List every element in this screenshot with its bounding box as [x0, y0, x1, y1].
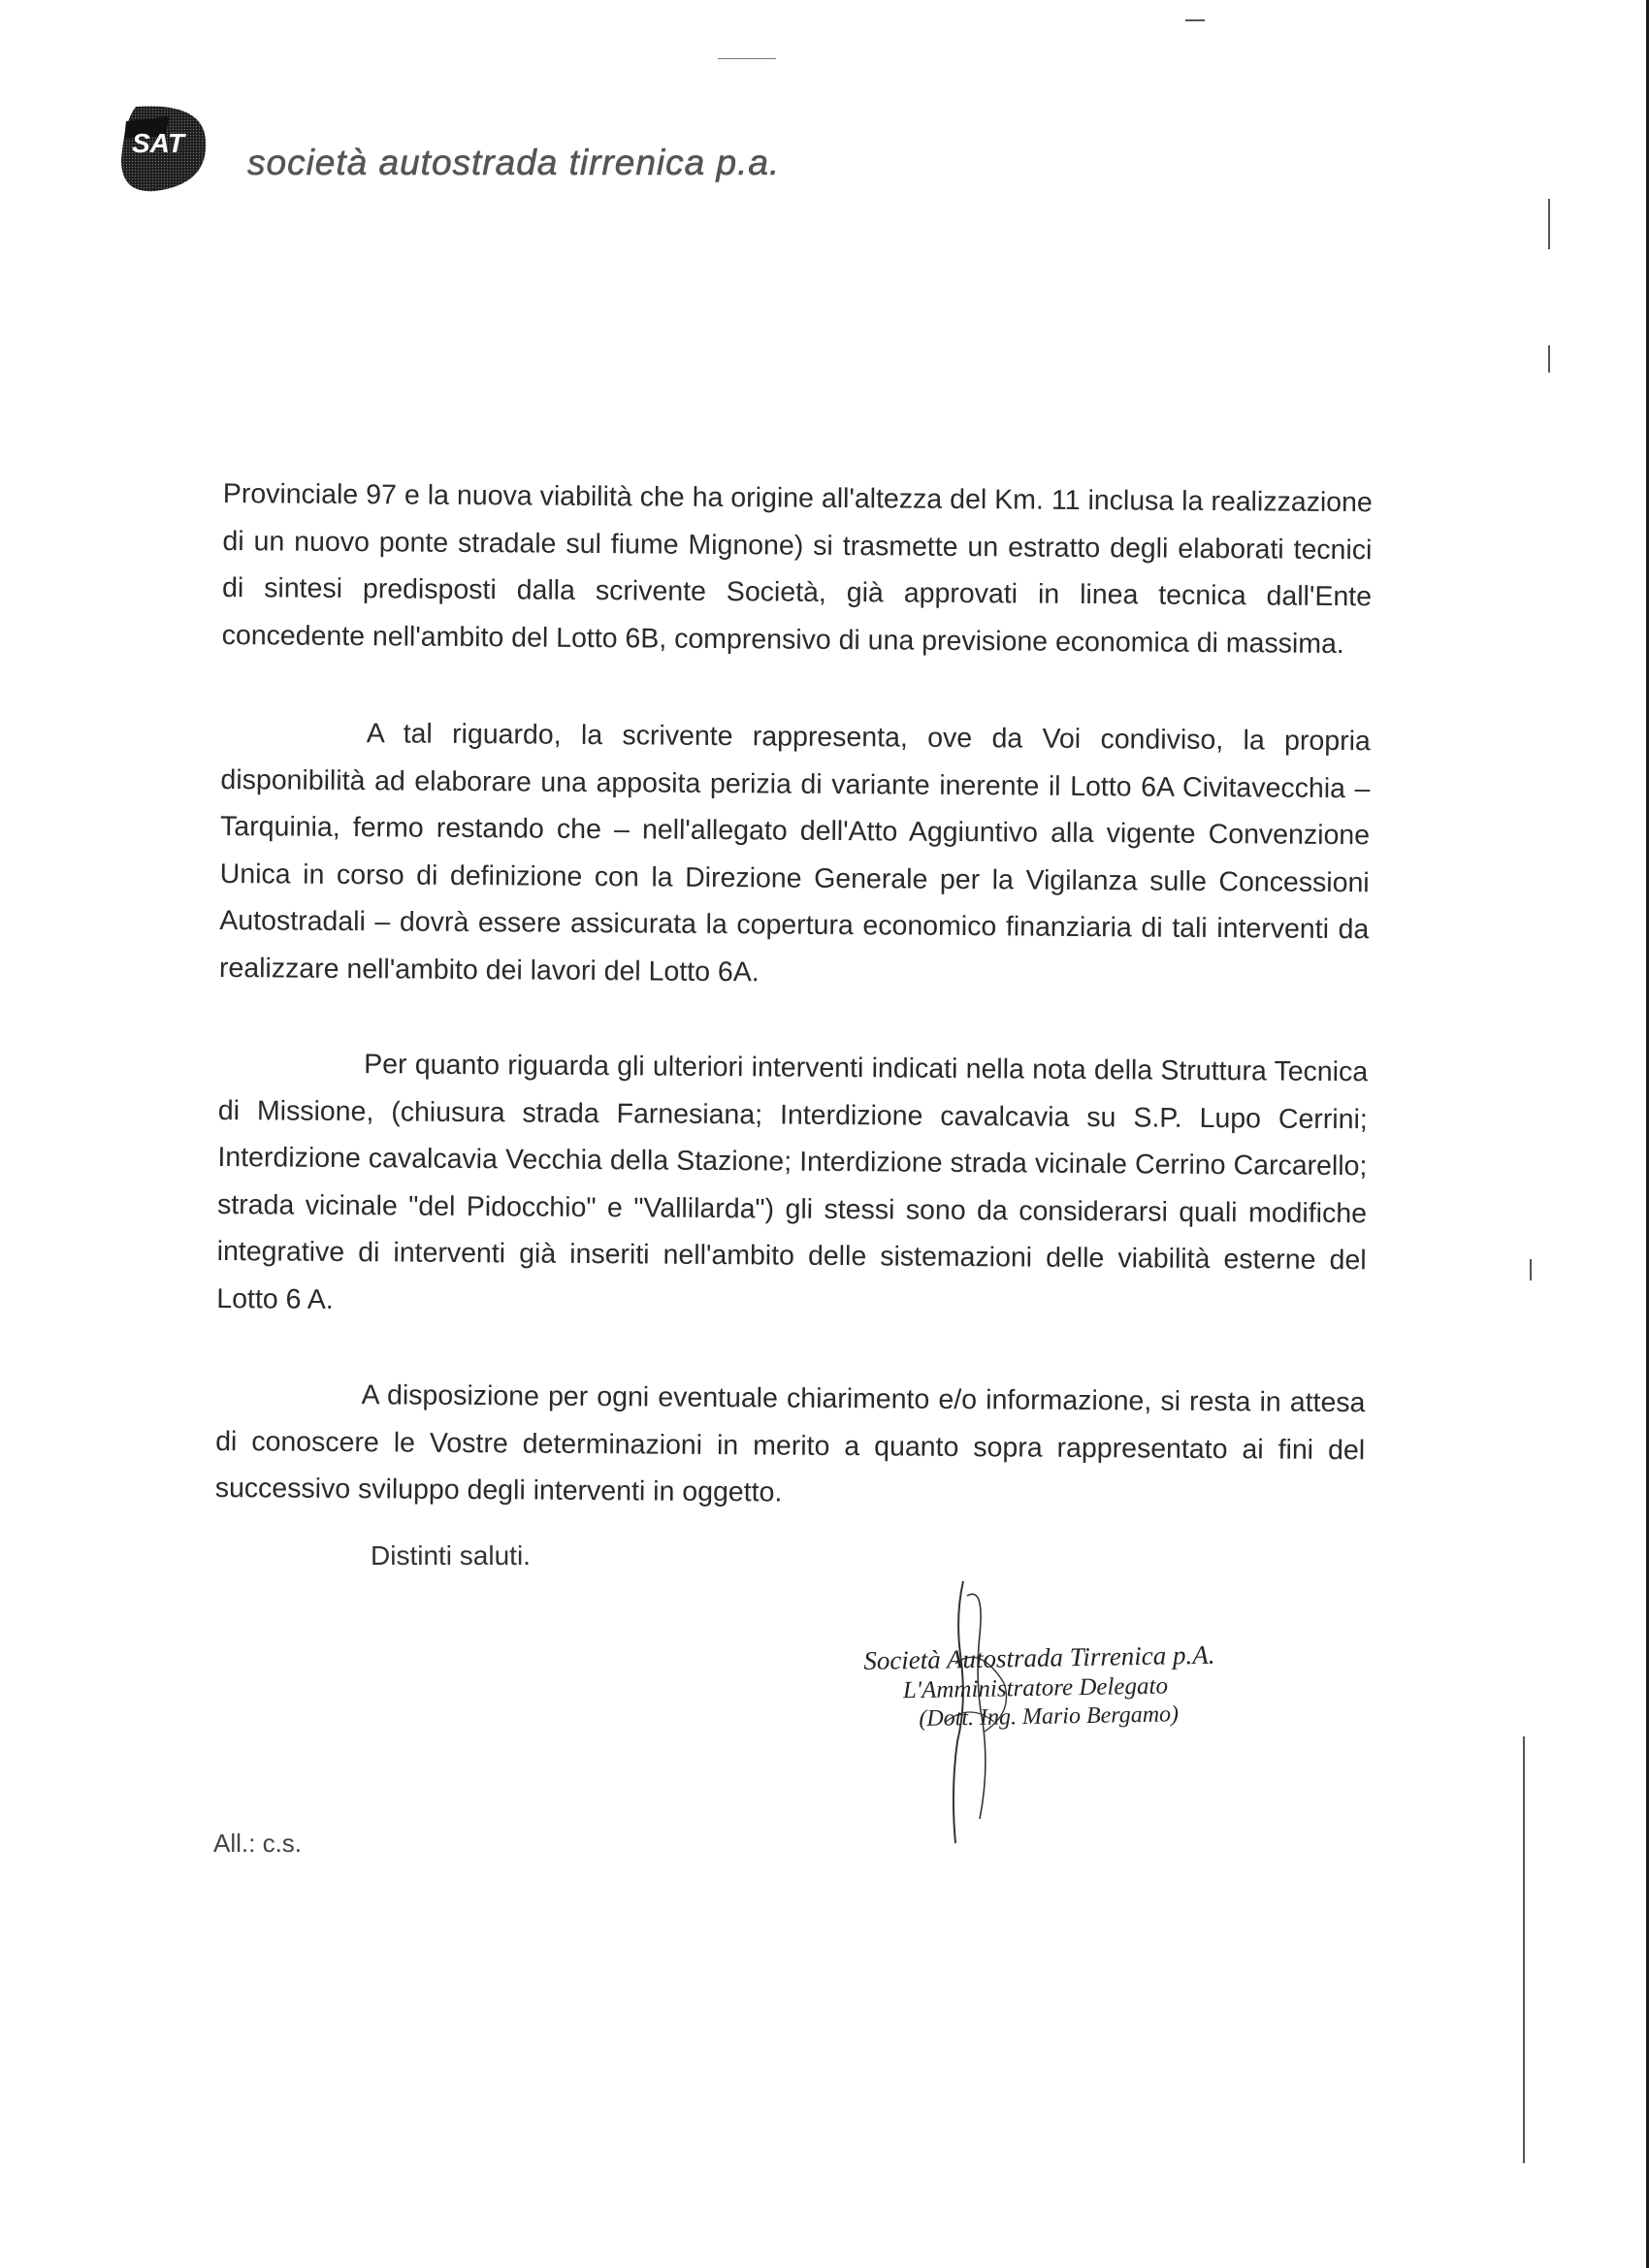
scan-mark [1185, 19, 1205, 21]
scan-mark [1548, 199, 1550, 249]
signature-name: (Dott. Ing. Mario Bergamo) [919, 1701, 1180, 1733]
sat-logo [116, 102, 209, 194]
signature-block [863, 1636, 1292, 1733]
scan-mark [718, 58, 776, 59]
logo-text: SAT [132, 128, 184, 158]
paragraph-4: A disposizione per ogni eventuale chiarimento e/o informazione, si resta in attesa di conoscere le Vostre determinazioni in merito a quanto sopra rappresentato ai fini del successivo sviluppo degli interventi in oggetto. [214, 1379, 1366, 1508]
scan-mark [1523, 1736, 1525, 2163]
letterhead [116, 102, 989, 199]
paragraph-3: Per quanto riguarda gli ulteriori interventi indicati nella nota della Struttura Tecnica di Missione, (chiusura strada Farnesiana; Interdizione cavalcavia su S.P. Lupo Cerrini; Interdizione cavalcavia Vecchia della Stazione; Interdizione strada vicinale Cerrino Carcarello; strada vicinale "del Pidocchio" e "Vallilarda") gli stessi sono da considerarsi quali modifiche integrative di interventi già inseriti nell'ambito delle sistemazioni delle viabilità esterne del Lotto 6 A. [216, 1049, 1369, 1315]
scan-mark [1548, 345, 1550, 373]
scan-mark [1530, 1259, 1532, 1280]
attachment-note: All.: c.s. [213, 1829, 303, 1858]
signature-company: Società Autostrada Tirrenica p.A. [863, 1639, 1215, 1675]
paragraph-2: A tal riguardo, la scrivente rappresenta, ove da Voi condiviso, la propria disponibilità ad elaborare una apposita perizia di variante inerente il Lotto 6A Civitavecchia – Tarquinia, fermo restando che – nell'allegato dell'Atto Aggiuntivo alla vigente Convenzione Unica in corso di definizione con la Direzione Generale per la Vigilanza sulle Concessioni Autostradali – dovrà essere assicurata la copertura economico finanziaria di tali interventi da realizzare nell'ambito dei lavori del Lotto 6A. [218, 718, 1371, 988]
paragraph-1: Provinciale 97 e la nuova viabilità che ha origine all'altezza del Km. 11 inclusa la realizzazione di un nuovo ponte stradale sul fiume Mignone) si trasmette un estratto degli elaborati tecnici di sintesi predisposti dalla scrivente Società, già approvati in linea tecnica dall'Ente concedente nell'ambito del Lotto 6B, comprensivo di una previsione economica di massima. [221, 477, 1373, 660]
company-name: società autostrada tirrenica p.a. [247, 143, 781, 182]
letter-body [214, 470, 1373, 1570]
signature-role: L'Amministratore Delegato [902, 1672, 1169, 1704]
closing-salutation: Distinti saluti. [371, 1540, 531, 1571]
